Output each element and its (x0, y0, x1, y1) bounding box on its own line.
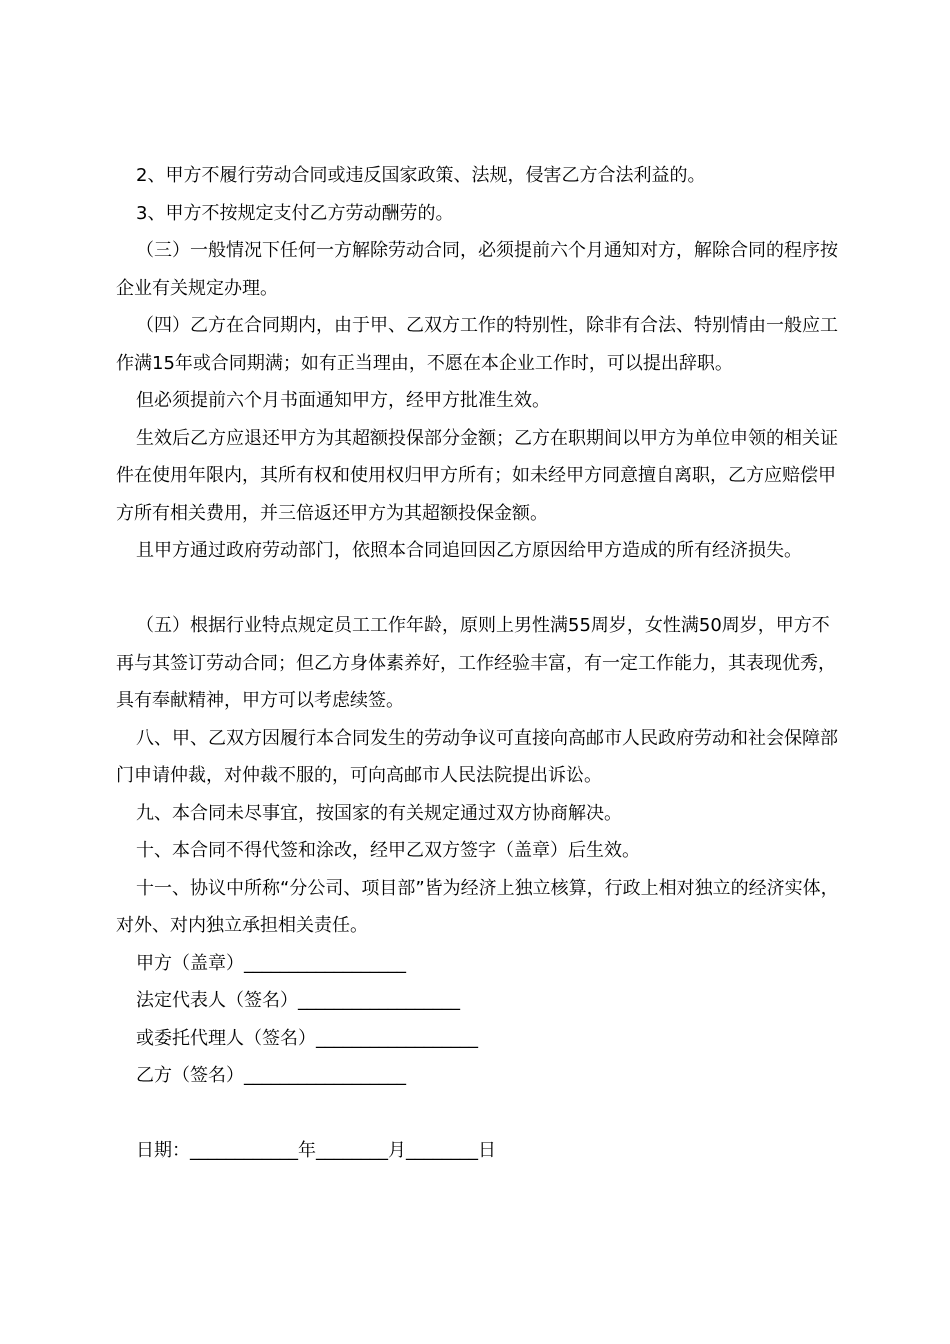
clause-2: 2、甲方不履行劳动合同或违反国家政策、法规，侵害乙方合法利益的。 (136, 165, 706, 186)
legal-rep-signature-line: 法定代表人（签名）__________________ (136, 990, 460, 1011)
spacer (116, 1095, 846, 1133)
document-body (116, 157, 846, 1170)
clause-3: 3、甲方不按规定支付乙方劳动酬劳的。 (136, 202, 454, 224)
clause-section-4: （四）乙方在合同期内，由于甲、乙双方工作的特别性，除非有合法、特别情由一般应工作满15年或合同期满；如有正当理由，不愿在本企业工作时，可以提出辞职。 (116, 315, 838, 374)
article-11: 十一、协议中所称“分公司、项目部”皆为经济上独立核算，行政上相对独立的经济实体，对外、对内独立承担相关责任。 (116, 877, 839, 936)
party-a-signature-line: 甲方（盖章）__________________ (136, 952, 406, 974)
article-8: 八、甲、乙双方因履行本合同发生的劳动争议可直接向高邮市人民政府劳动和社会保障部门申请仲裁，对仲裁不服的，可向高邮市人民法院提出诉讼。 (116, 727, 838, 786)
clause-notice: 但必须提前六个月书面通知甲方，经甲方批准生效。 (136, 390, 550, 411)
clause-refund: 生效后乙方应退还甲方为其超额投保部分金额；乙方在职期间以甲方为单位申领的相关证件在使用年限内，其所有权和使用权归甲方所有；如未经甲方同意擅自离职，乙方应赔偿甲方所有相关费用，并三倍返还甲方为其超额投保金额。 (116, 427, 838, 524)
clause-section-3: （三）一般情况下任何一方解除劳动合同，必须提前六个月通知对方，解除合同的程序按企业有关规定办理。 (116, 240, 838, 299)
article-10: 十、本合同不得代签和涂改，经甲乙双方签字（盖章）后生效。 (136, 840, 640, 861)
clause-recovery: 且甲方通过政府劳动部门，依照本合同追回因乙方原因给甲方造成的所有经济损失。 (136, 540, 802, 561)
party-b-signature-line: 乙方（签名）__________________ (136, 1065, 406, 1086)
article-9: 九、本合同未尽事宜，按国家的有关规定通过双方协商解决。 (136, 802, 622, 824)
clause-section-5: （五）根据行业特点规定员工工作年龄，原则上男性满55周岁，女性满50周岁，甲方不再与其签订劳动合同；但乙方身体素养好，工作经验丰富，有一定工作能力，其表现优秀，具有奉献精神，甲方可以考虑续签。 (116, 615, 836, 711)
spacer (116, 570, 846, 608)
agent-signature-line: 或委托代理人（签名）__________________ (136, 1027, 478, 1049)
date-line: 日期：____________年________月________日 (136, 1140, 496, 1161)
